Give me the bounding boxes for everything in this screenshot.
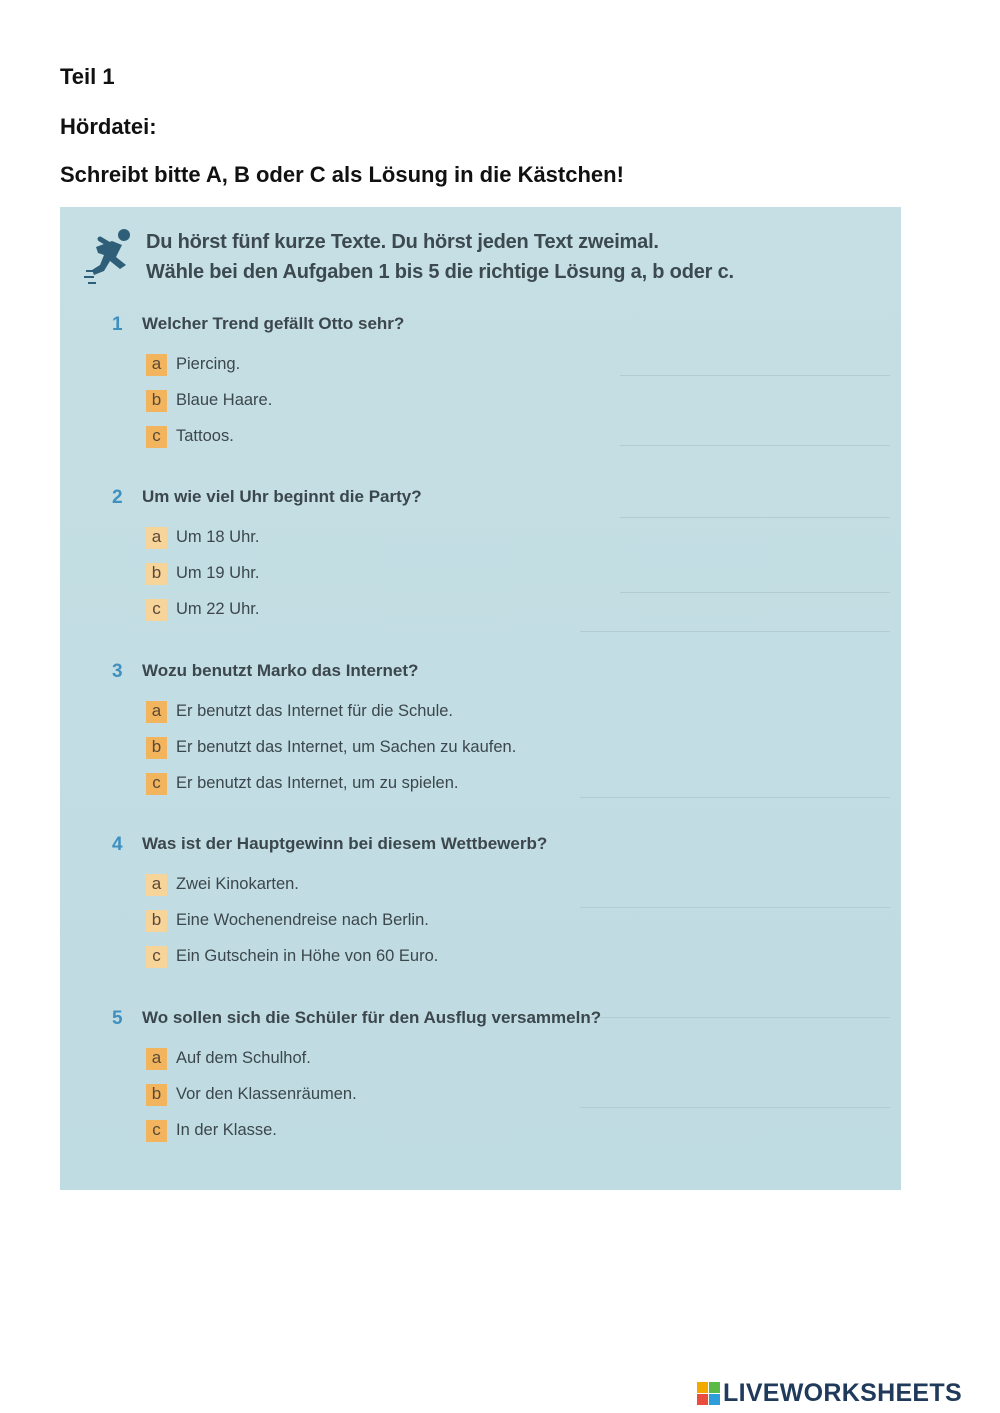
question-number: 5 [112,1008,123,1029]
option-letter: b [146,910,167,932]
instruction-heading: Schreibt bitte A, B oder C als Lösung in die Kästchen! [60,162,624,187]
audio-file-label: Hördatei: [60,114,157,139]
option-letter: c [146,946,167,968]
liveworksheets-logo-icon [697,1382,721,1406]
option-letter: c [146,599,167,621]
question-text: Um wie viel Uhr beginnt die Party? [142,487,422,506]
exercise-scan [60,207,901,1190]
option-text: Zwei Kinokarten. [176,875,299,893]
option-letter: a [146,354,167,376]
option-text: Auf dem Schulhof. [176,1049,311,1067]
option-text: Ein Gutschein in Höhe von 60 Euro. [176,947,439,965]
ghost-line [620,375,890,376]
option-text: Er benutzt das Internet, um Sachen zu kaufen. [176,738,517,756]
task-instruction-1: Du hörst fünf kurze Texte. Du hörst jeden Text zweimal. [146,231,659,253]
liveworksheets-logo[interactable] [697,1379,997,1409]
option-letter: c [146,1120,167,1142]
option-text: Blaue Haare. [176,391,273,409]
question-text: Was ist der Hauptgewinn bei diesem Wettbewerb? [142,834,548,853]
question-text: Wo sollen sich die Schüler für den Ausflug versammeln? [142,1008,602,1027]
ghost-line [580,907,890,908]
question-number: 3 [112,661,123,682]
option-text: Vor den Klassenräumen. [176,1085,357,1103]
option-letter: c [146,773,167,795]
option-text: Er benutzt das Internet, um zu spielen. [176,774,459,792]
question-number: 4 [112,834,123,855]
option-text: Um 22 Uhr. [176,600,260,618]
option-letter: a [146,701,167,723]
option-text: Er benutzt das Internet für die Schule. [176,702,453,720]
ghost-line [580,1107,890,1108]
question-text: Wozu benutzt Marko das Internet? [142,661,419,680]
option-text: Piercing. [176,355,241,373]
option-letter: c [146,426,167,448]
option-text: In der Klasse. [176,1121,277,1139]
question-text: Welcher Trend gefällt Otto sehr? [142,314,405,333]
ghost-line [580,797,890,798]
ghost-line [620,445,890,446]
ghost-line [580,1017,890,1018]
ghost-line [620,517,890,518]
question-number: 2 [112,487,123,508]
option-letter: b [146,563,167,585]
option-letter: a [146,527,167,549]
logo-text: LIVEWORKSHEETS [723,1379,962,1407]
option-text: Tattoos. [176,427,234,445]
ghost-line [620,592,890,593]
runner-icon [82,225,138,285]
option-letter: a [146,874,167,896]
option-letter: a [146,1048,167,1070]
part-title: Teil 1 [60,64,115,89]
option-letter: b [146,390,167,412]
question-number: 1 [112,314,123,335]
option-text: Um 19 Uhr. [176,564,260,582]
ghost-line [580,631,890,632]
option-text: Eine Wochenendreise nach Berlin. [176,911,429,929]
option-letter: b [146,1084,167,1106]
option-letter: b [146,737,167,759]
option-text: Um 18 Uhr. [176,528,260,546]
task-instruction-2: Wähle bei den Aufgaben 1 bis 5 die richtige Lösung a, b oder c. [146,261,734,283]
